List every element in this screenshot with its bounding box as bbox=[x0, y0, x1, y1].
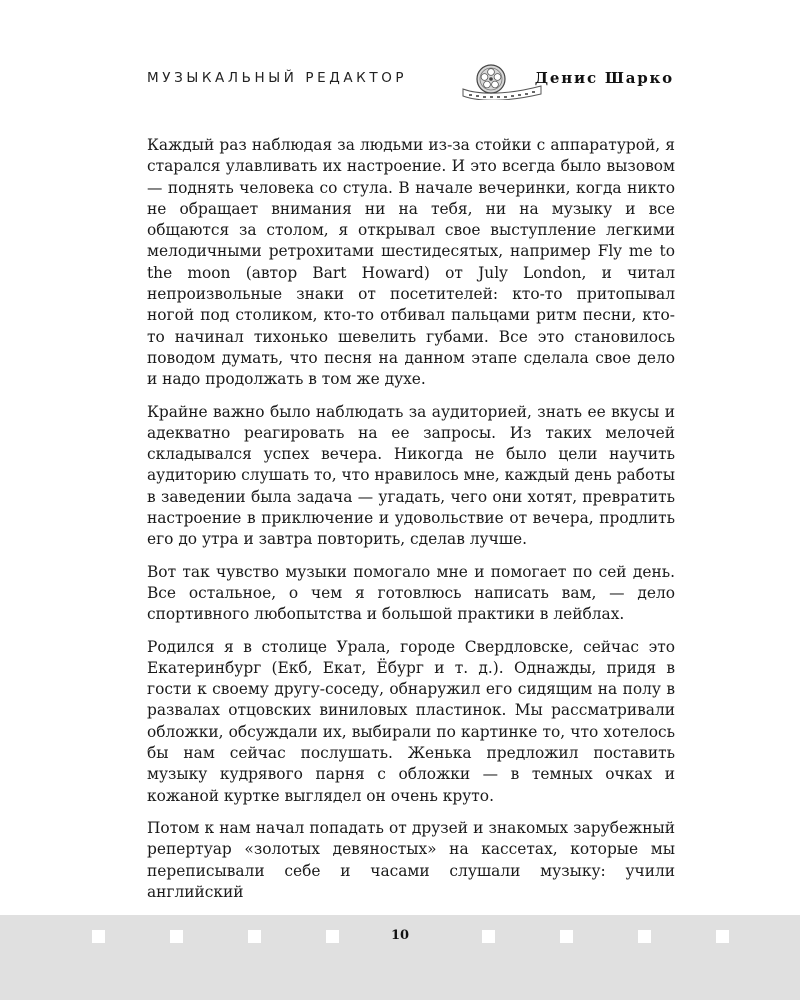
paragraph-4: Родился я в столице Урала, городе Свердловске, сейчас это Екатеринбург (Екб, Екат, Ёбург и т. д.). Однажды, придя в гости к своему другу-соседу, обнаружил его сидящим на полу в развалах отцовских виниловых пластинок. Мы рассматривали обложки, обсуждали их, выбирали по картинке то, что хотелось бы нам сейчас послушать. Женька предложил поставить музыку кудрявого парня с обложки — в темных очках и кожаной куртке выглядел он очень круто. bbox=[147, 637, 675, 805]
section-title: МУЗЫКАЛЬНЫЙ РЕДАКТОР bbox=[147, 70, 408, 86]
paragraph-1: Каждый раз наблюдая за людьми из-за стойки с аппаратурой, я старался улавливать их настроение. И это всегда было вызовом — поднять человека со стула. В начале вечеринки, когда никто не обращает внимания ни на тебя, ни на музыку и все общаются за столом, я открывал свое выступление легкими мелодичными ретрохитами шестидесятых, например Fly me to the moon (автор Bart Howard) от July London, и читал непроизвольные знаки от посетителей: кто-то притопывал ногой под столиком, кто-то отбивал пальцами ритм песни, кто-то начинал тихонько шевелить губами. Все это становилось поводом думать, что песня на данном этапе сделала свое дело и надо продолжать в том же духе. bbox=[147, 136, 675, 389]
paragraph-5: Потом к нам начал попадать от друзей и знакомых зарубежный репертуар «золотых девяностых» на кассетах, которые мы переписывали себе и часами слушали музыку: учили английский bbox=[147, 818, 675, 901]
film-reel-icon bbox=[459, 64, 543, 100]
page-number: 10 bbox=[390, 928, 410, 943]
page-footer bbox=[0, 915, 800, 1000]
running-header bbox=[147, 66, 674, 96]
body-text bbox=[147, 135, 675, 914]
author-name: Денис Шарко bbox=[534, 69, 674, 87]
paragraph-3: Вот так чувство музыки помогало мне и помогает по сей день. Все остальное, о чем я готовлюсь написать вам, — дело спортивного любопытства и большой практики в лейблах. bbox=[147, 562, 675, 624]
paragraph-2: Крайне важно было наблюдать за аудиторией, знать ее вкусы и адекватно реагировать на ее запросы. Из таких мелочей складывался успех вечера. Никогда не было цели научить аудиторию слушать то, что нравилось мне, каждый день работы в заведении была задача — угадать, чего они хотят, превратить настроение в приключение и удовольствие от вечера, продлить его до утра и завтра повторить, сделав лучше. bbox=[147, 402, 675, 549]
